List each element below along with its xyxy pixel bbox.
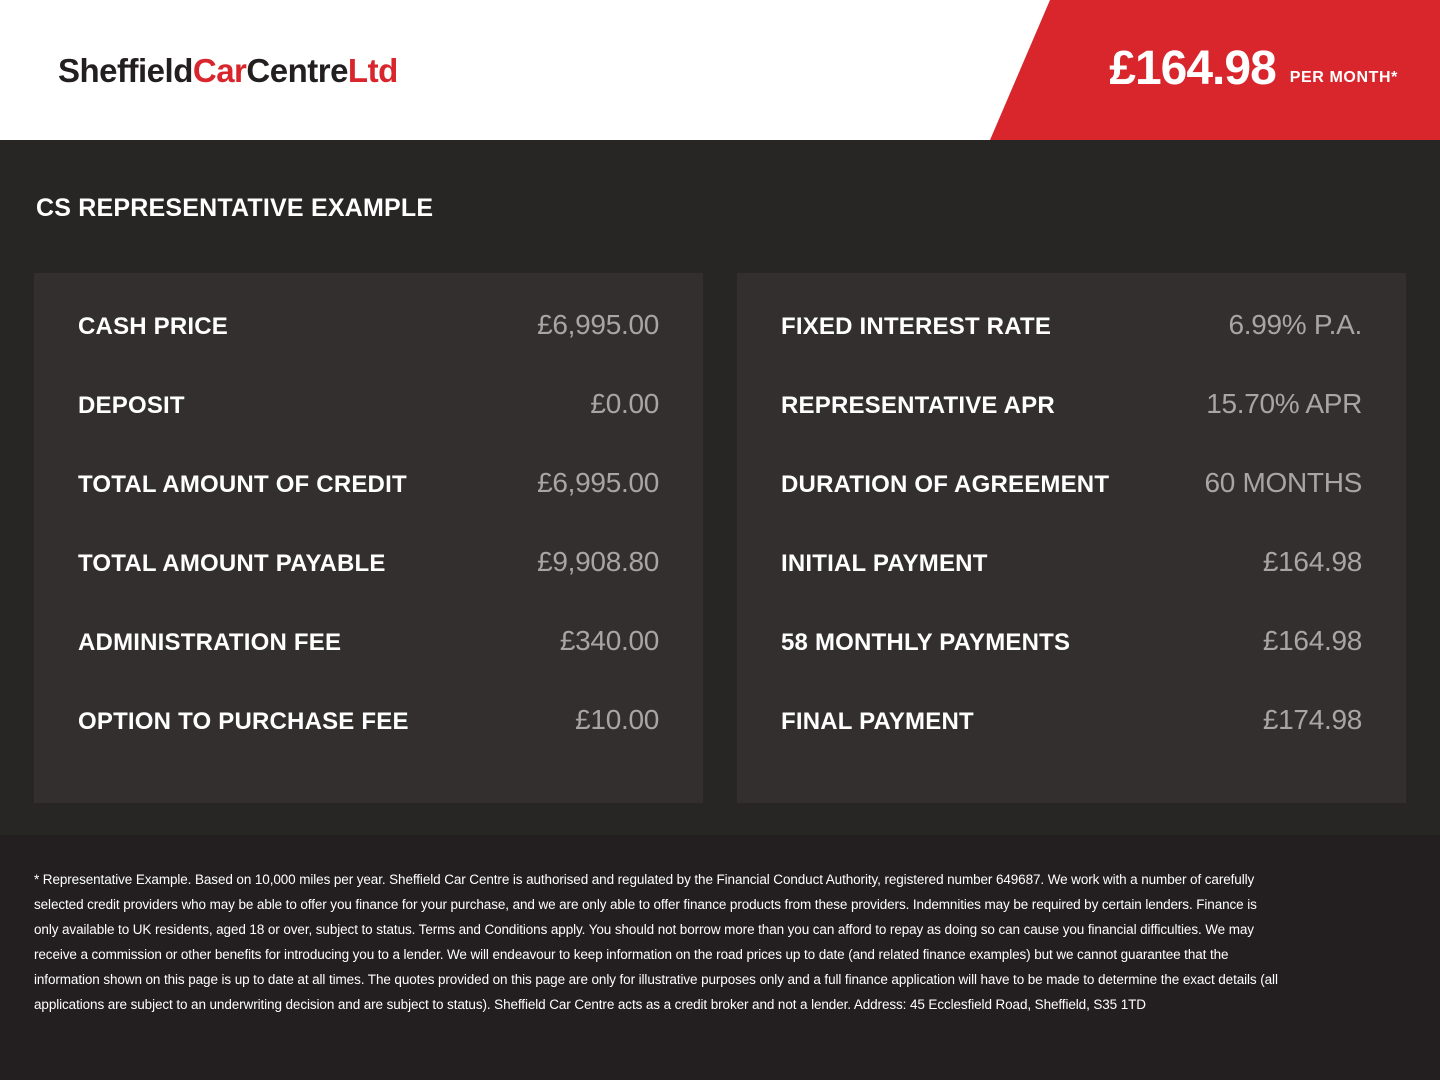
- row-value: £340.00: [559, 625, 659, 656]
- table-row: [78, 388, 659, 467]
- table-row: [781, 309, 1362, 388]
- row-label: INITIAL PAYMENT: [781, 550, 988, 577]
- table-row: [781, 388, 1362, 467]
- page-header: [0, 0, 1440, 140]
- row-value: £164.98: [1262, 546, 1362, 577]
- table-row: [78, 546, 659, 625]
- table-row: [781, 467, 1362, 546]
- finance-panel-left: [34, 273, 703, 803]
- disclaimer-text: * Representative Example. Based on 10,000 miles per year. Sheffield Car Centre is authorised and regulated by the Financial Conduct Authority, registered number 649687. We work with a number of carefully selected credit providers who may be able to offer you finance for your purchase, and we are only able to offer finance products from these providers. Indemnities may be required by certain lenders. Finance is only available to UK residents, aged 18 or over, subject to status. Terms and Conditions apply. You should not borrow more than you can afford to repay as doing so can cause you financial difficulties. We may receive a commission or other benefits for introducing you to a lender. We will endeavour to keep information on the road prices up to date (and related finance examples) but we cannot guarantee that the information shown on this page is up to date at all times. The quotes provided on this page are only for illustrative purposes only and a full finance application will have to be made to determine the exact details (all applications are subject to an underwriting decision and are subject to status). Sheffield Car Centre acts as a credit broker and not a lender. Address: 45 Ecclesfield Road, Sheffield, S35 1TD: [34, 872, 1278, 1012]
- footer-disclaimer: [0, 835, 1440, 1080]
- row-label: DURATION OF AGREEMENT: [781, 471, 1110, 498]
- monthly-price-amount: £164.98: [1109, 42, 1276, 95]
- row-value: £6,995.00: [537, 309, 659, 340]
- row-label: REPRESENTATIVE APR: [781, 392, 1055, 419]
- table-row: [78, 467, 659, 546]
- finance-panel-right: [737, 273, 1406, 803]
- table-row: [78, 625, 659, 704]
- row-label: TOTAL AMOUNT OF CREDIT: [78, 471, 407, 498]
- row-value: £164.98: [1262, 625, 1362, 656]
- table-row: [781, 546, 1362, 625]
- company-logo: [58, 52, 398, 90]
- row-value: 60 MONTHS: [1204, 467, 1362, 498]
- row-value: £0.00: [590, 388, 659, 419]
- row-label: DEPOSIT: [78, 392, 185, 419]
- logo-part-car: Car: [192, 52, 247, 89]
- row-label: OPTION TO PURCHASE FEE: [78, 708, 409, 735]
- table-row: [78, 309, 659, 388]
- logo-part-ltd: Ltd: [347, 52, 398, 89]
- table-row: [781, 625, 1362, 704]
- logo-part-centre: Centre: [246, 52, 348, 89]
- table-row: [781, 704, 1362, 783]
- table-row: [78, 704, 659, 783]
- row-label: ADMINISTRATION FEE: [78, 629, 342, 656]
- row-value: 15.70% APR: [1206, 388, 1362, 419]
- row-value: £10.00: [575, 704, 659, 735]
- logo-part-sheffield: Sheffield: [58, 52, 193, 89]
- row-value: 6.99% P.A.: [1228, 309, 1362, 340]
- row-label: 58 MONTHLY PAYMENTS: [781, 629, 1071, 656]
- row-label: TOTAL AMOUNT PAYABLE: [78, 550, 386, 577]
- row-value: £9,908.80: [537, 546, 659, 577]
- monthly-price-block: [1109, 42, 1398, 95]
- finance-details-panels: [34, 273, 1406, 803]
- row-value: £174.98: [1262, 704, 1362, 735]
- row-value: £6,995.00: [537, 467, 659, 498]
- monthly-price-suffix: PER MONTH*: [1289, 69, 1398, 86]
- row-label: CASH PRICE: [78, 313, 229, 340]
- main-content: [0, 140, 1440, 835]
- row-label: FINAL PAYMENT: [781, 708, 974, 735]
- page-title: CS REPRESENTATIVE EXAMPLE: [36, 194, 434, 222]
- row-label: FIXED INTEREST RATE: [781, 313, 1052, 340]
